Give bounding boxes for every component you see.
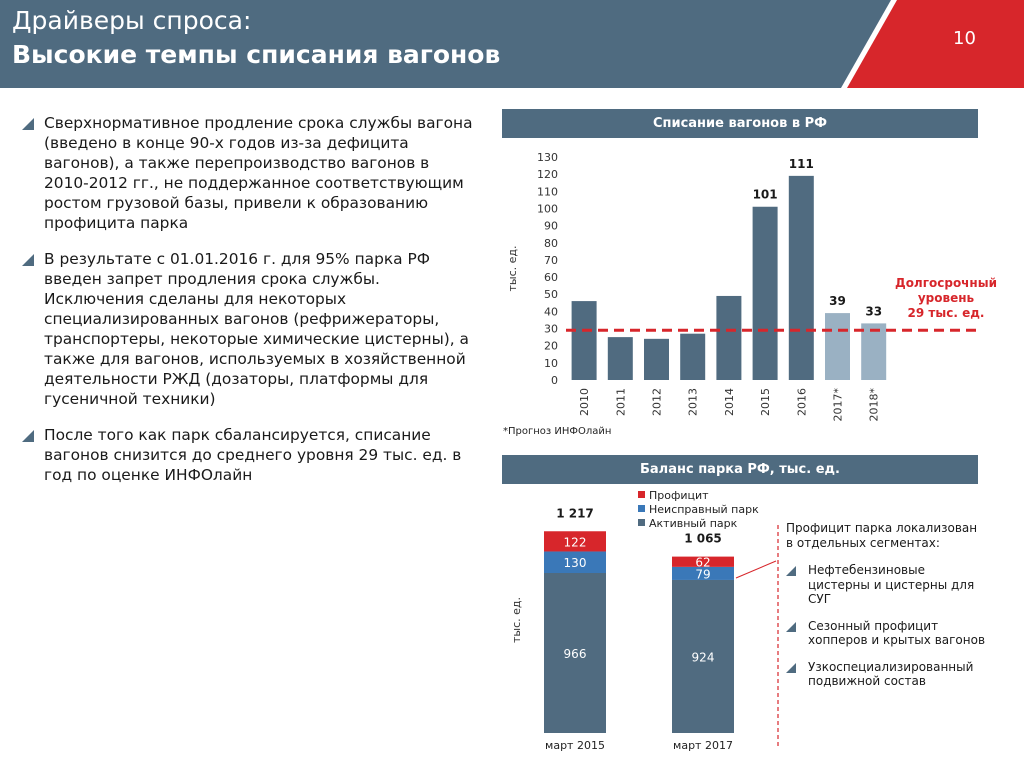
chart2-legend-swatch <box>638 491 645 498</box>
chart1-reference-label: 29 тыс. ед. <box>907 306 985 320</box>
chart1-y-tick-label: 130 <box>537 151 558 164</box>
chart1-y-tick-label: 30 <box>544 322 558 336</box>
chart1-x-tick-label: 2018* <box>867 388 881 422</box>
bullet-arrow-icon <box>786 622 796 632</box>
bullet-arrow-icon <box>786 566 796 576</box>
bullet-item <box>22 249 474 409</box>
segment-item <box>786 563 986 607</box>
chart1-bar <box>716 296 741 380</box>
chart1-bar <box>789 176 814 380</box>
chart2-y-axis-label: тыс. ед. <box>510 596 523 644</box>
chart2-legend-swatch <box>638 519 645 526</box>
chart2-segment-label: 122 <box>563 535 587 550</box>
chart2-x-tick-label: март 2015 <box>545 739 605 752</box>
slide-title: Высокие темпы списания вагонов <box>12 40 501 69</box>
chart2-total-label: 1 217 <box>556 506 594 521</box>
chart1-x-tick-label: 2010 <box>578 388 592 416</box>
chart1-bar <box>572 301 597 380</box>
chart2-segment-label: 130 <box>563 556 587 571</box>
slide-header <box>0 0 1024 90</box>
fleet-balance-chart <box>500 485 790 757</box>
chart2-legend-swatch <box>638 505 645 512</box>
chart1-y-tick-label: 60 <box>544 271 558 285</box>
segment-text: Сезонный профицит хопперов и крытых вагонов <box>808 618 986 647</box>
chart1-y-tick-label: 50 <box>544 288 558 302</box>
chart2-segment-label: 79 <box>695 567 711 582</box>
chart1-y-tick-label: 70 <box>544 253 558 267</box>
chart1-x-tick-label: 2017* <box>831 388 845 422</box>
chart1-data-label: 101 <box>752 187 778 202</box>
chart1-y-tick-label: 120 <box>537 168 558 182</box>
chart1-footnote: *Прогноз ИНФОлайн <box>503 426 612 437</box>
slide-title-category: Драйверы спроса: <box>12 6 252 35</box>
chart1-bar <box>680 334 705 380</box>
chart1-x-tick-label: 2015 <box>759 388 773 416</box>
chart1-y-tick-label: 0 <box>551 374 558 387</box>
chart1-y-tick-label: 100 <box>537 202 558 216</box>
chart1-y-tick-label: 80 <box>544 236 558 250</box>
chart1-y-tick-label: 110 <box>537 185 558 199</box>
chart2-legend-label: Профицит <box>649 489 709 502</box>
chart1-reference-label: уровень <box>917 291 975 305</box>
bullet-arrow-icon <box>22 430 34 442</box>
segment-text: Узкоспециализированный подвижной состав <box>808 659 974 688</box>
bullet-arrow-icon <box>786 663 796 673</box>
chart2-segment-label: 924 <box>691 650 715 665</box>
segment-item <box>786 660 986 689</box>
chart1-x-tick-label: 2013 <box>686 388 700 416</box>
chart2-title: Баланс парка РФ, тыс. ед. <box>502 455 978 484</box>
page-number: 10 <box>953 28 976 49</box>
chart1-x-tick-label: 2011 <box>614 388 628 416</box>
bullet-item <box>22 425 474 485</box>
chart1-title: Списание вагонов в РФ <box>502 109 978 138</box>
surplus-segments-panel <box>786 521 986 701</box>
bullet-text: В результате с 01.01.2016 г. для 95% парка РФ введен запрет продления срока службы. Исключения сделаны для некоторых специализированных вагонов (рефрижераторы, транспортеры, некоторые химические цистерны), а также для вагонов, используемых в хозяйственной деятельности РЖД (дозаторы, платформы для гусеничной техники) <box>44 250 469 408</box>
chart2-total-label: 1 065 <box>684 531 722 546</box>
chart2-legend-label: Неисправный парк <box>649 503 759 516</box>
bullet-text: После того как парк сбалансируется, списание вагонов снизится до среднего уровня 29 тыс. ед. в год по оценке ИНФОлайн <box>44 426 462 484</box>
chart1-bar <box>861 323 886 380</box>
chart1-reference-label: Долгосрочный <box>895 276 997 290</box>
chart1-y-axis-label: тыс. ед. <box>506 245 519 292</box>
chart1-bar <box>608 337 633 380</box>
chart2-legend-label: Активный парк <box>649 517 738 530</box>
chart2-x-tick-label: март 2017 <box>673 739 733 752</box>
chart1-data-label: 39 <box>829 294 846 309</box>
chart1-y-tick-label: 40 <box>544 305 558 319</box>
chart1-data-label: 33 <box>865 304 883 319</box>
chart1-bar <box>753 207 778 380</box>
segment-text: Нефтебензиновые цистерны и цистерны для СУГ <box>808 563 975 606</box>
bullet-text: Сверхнормативное продление срока службы вагона (введено в конце 90-х годов из-за дефицита вагонов), а также перепроизводство вагонов в 2010-2012 гг., не поддержанное соответствующим ростом грузовой базы, привели к образованию профицита парка <box>44 114 473 232</box>
segment-item <box>786 619 986 648</box>
bullet-arrow-icon <box>22 118 34 130</box>
chart2-callout-connector <box>736 561 776 578</box>
chart1-bar <box>644 339 669 380</box>
chart1-data-label: 111 <box>788 156 814 171</box>
chart1-x-tick-label: 2012 <box>650 388 664 416</box>
chart2-segment-label: 966 <box>563 647 587 661</box>
bullet-item <box>22 113 474 233</box>
write-off-bar-chart <box>500 145 1000 430</box>
chart1-x-tick-label: 2014 <box>722 388 736 416</box>
chart1-y-tick-label: 10 <box>544 356 558 370</box>
chart2-segment-label: 62 <box>695 555 711 570</box>
chart1-y-tick-label: 90 <box>544 219 558 233</box>
chart1-bar <box>825 313 850 380</box>
bullet-arrow-icon <box>22 254 34 266</box>
segments-intro: Профицит парка локализован в отдельных сегментах: <box>786 521 978 550</box>
chart1-x-tick-label: 2016 <box>795 388 809 416</box>
bullet-list <box>22 113 474 501</box>
chart1-y-tick-label: 20 <box>544 339 558 353</box>
